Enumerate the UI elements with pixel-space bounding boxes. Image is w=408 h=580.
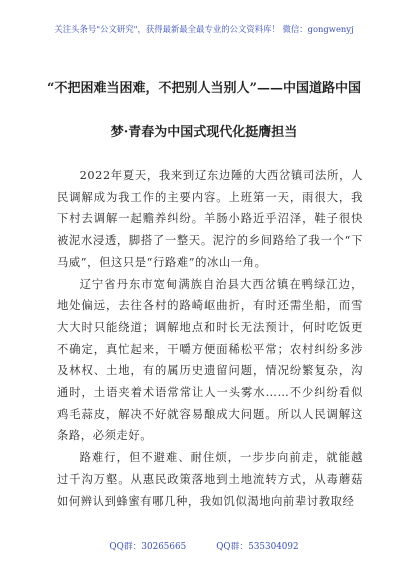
header-promo-note: 关注头条号"公文研究"，获得最新最全最专业的公文资料库！ 微信：gongwenyj bbox=[54, 24, 354, 34]
body-paragraph-3: 路难行，但不避难、耐住烦，一步步向前走，就能越过千沟万壑。从惠民政策落地到土地流转方式，从毒蘑菇如何辨认到蜂蜜有哪几种，我如饥似渴地向前辈讨教取经 bbox=[57, 451, 363, 508]
document-title-line1: “不把困难当困难，不把别人当别人”——中国道路中国 bbox=[47, 81, 361, 96]
body-paragraph-2: 辽宁省丹东市宽甸满族自治县大西岔镇在鸭绿江边，地处偏远，去往各村的路崎岖曲折，有时还需坐船，而雪大大时只能绕道；调解地点和时长无法预计，何时吃饭更不确定，真忙起来，干嚼方便面稀松平常；农村纠纷多涉及林权、土地，有的属历史遗留问题，情况纷繁复杂，沟通时，土语夹着术语常常让人一头雾水……不少纠纷看似鸡毛蒜皮，解决不好就容易酿成大问题。所以人民调解这条路，必须走好。 bbox=[57, 277, 363, 443]
footer-qq-group-2: QQ群：535304092 bbox=[216, 542, 299, 552]
body-paragraph-1: 2022年夏天，我来到辽东边陲的大西岔镇司法所，人民调解成为我工作的主要内容。上班第一天，雨很大，我下村去调解一起赡养纠纷。羊肠小路近乎沼泽，鞋子很快被泥水浸透，脚搭了一整天。泥泞的乡间路给了我一个“下马威”，但这只是“行路难”的冰山一角。 bbox=[57, 169, 363, 269]
document-body bbox=[57, 165, 363, 512]
footer-qq-group-1: QQ群：30265665 bbox=[109, 542, 187, 552]
document-title-line2: 梦·青春为中国式现代化挺膺担当 bbox=[110, 125, 298, 140]
footer-contact bbox=[0, 539, 408, 552]
